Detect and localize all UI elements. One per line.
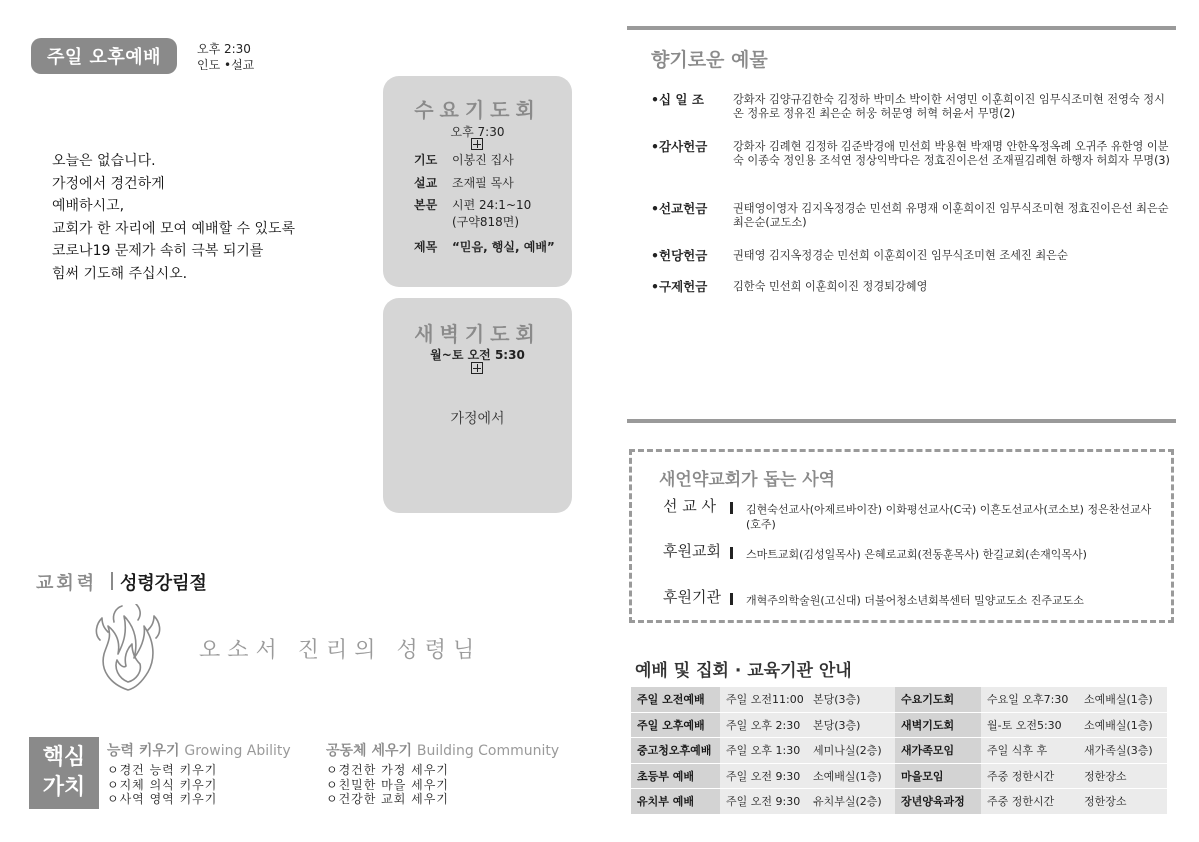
schedule-label: 수요기도회 — [895, 687, 981, 713]
row-key: 본문 — [414, 198, 438, 212]
schedule-place: 세미나실(2층) — [807, 738, 895, 764]
row-value: 이봉진 집사 — [452, 153, 514, 167]
notice-line: 코로나19 문제가 속히 극복 되기를 — [52, 243, 264, 259]
schedule-time: 주일 오후 1:30 — [720, 738, 807, 764]
schedule-time: 주일 오전11:00 — [720, 687, 807, 713]
offering-type: •구제헌금 — [651, 279, 708, 294]
sunday-pm-time: 오후 2:30 — [197, 42, 251, 56]
schedule-label: 중고청오후예배 — [631, 738, 720, 764]
schedule-label: 장년양육과정 — [895, 789, 981, 815]
schedule-time: 주일 식후 후 — [981, 738, 1078, 764]
schedule-place: 본당(3층) — [807, 713, 895, 739]
offering-names: 권태영 김지옥정경순 민선희 이훈희이진 임무식조미현 조세진 최은순 — [733, 249, 1068, 262]
schedule-place: 본당(3층) — [807, 687, 895, 713]
schedule-time: 주일 오전 9:30 — [720, 789, 807, 815]
core-value-group — [107, 740, 291, 807]
offering-type: •선교헌금 — [651, 201, 708, 216]
schedule-table — [631, 687, 1167, 815]
mission-category: 후원교회 — [663, 542, 721, 560]
church-calendar-label: 교회력 — [36, 573, 98, 594]
row-value: 시편 24:1~10 — [452, 198, 532, 212]
schedule-place: 소예배실(1층) — [1078, 687, 1167, 713]
divider — [627, 26, 1176, 30]
schedule-place: 정한장소 — [1078, 789, 1167, 815]
row-key: 설교 — [414, 176, 438, 190]
sunday-pm-title: 주일 오후예배 — [31, 38, 177, 74]
separator-bar — [730, 547, 733, 559]
badge-line: 가치 — [42, 775, 86, 800]
wednesday-prayer-card — [383, 76, 572, 287]
schedule-place: 정한장소 — [1078, 764, 1167, 790]
core-value-heading — [107, 740, 291, 760]
schedule-row — [631, 789, 1167, 815]
dawn-time: 월~토 오전 5:30 — [430, 348, 525, 362]
core-value-ko: 능력 키우기 — [107, 743, 180, 759]
offering-type: •헌당헌금 — [651, 248, 708, 263]
offering-names: 강화자 김양규김한숙 김정하 박미소 박이한 서영민 이훈희이진 임무식조미현 전영숙 정시온 정유로 정유진 최은순 허웅 허문영 허혁 허윤서 무명(2) — [733, 93, 1165, 120]
schedule-time: 주일 오전 9:30 — [720, 764, 807, 790]
schedule-row — [631, 687, 1167, 713]
schedule-place: 새가족실(3층) — [1078, 738, 1167, 764]
dawn-place: 가정에서 — [450, 411, 505, 427]
schedule-label: 새벽기도회 — [895, 713, 981, 739]
core-value-item: ㅇ사역 영역 키우기 — [107, 792, 218, 806]
schedule-time: 주중 정한시간 — [981, 789, 1078, 815]
core-value-item: ㅇ경건 능력 키우기 — [107, 763, 218, 777]
schedule-label: 초등부 예배 — [631, 764, 720, 790]
wednesday-time: 오후 7:30 — [450, 125, 505, 139]
mission-names: 김현숙선교사(아제르바이잔) 이화평선교사(C국) 이흔도선교사(코소보) 정은찬선교사(호주) — [746, 503, 1152, 531]
offering-type: •감사헌금 — [651, 139, 708, 154]
schedule-label: 마을모임 — [895, 764, 981, 790]
core-value-heading — [326, 740, 559, 760]
schedule-row — [631, 713, 1167, 739]
offering-names: 권태영이영자 김지옥정경순 민선희 유명재 이훈희이진 임무식조미현 정효진이은선 최은순 최은순(교도소) — [733, 202, 1169, 229]
core-values-badge — [29, 737, 99, 809]
schedule-row — [631, 738, 1167, 764]
mission-category: 후원기관 — [663, 588, 721, 606]
schedule-time: 주일 오후 2:30 — [720, 713, 807, 739]
notice-line: 가정에서 경건하게 — [52, 175, 165, 192]
schedule-row — [631, 764, 1167, 790]
offering-names: 김한숙 민선희 이훈희이진 정경퇴강혜영 — [733, 280, 928, 293]
schedule-label: 새가족모임 — [895, 738, 981, 764]
offerings-title: 향기로운 예물 — [651, 49, 768, 71]
schedule-time: 주중 정한시간 — [981, 764, 1078, 790]
schedule-time: 수요일 오후7:30 — [981, 687, 1078, 713]
separator-bar — [730, 593, 733, 605]
cross-box-icon — [471, 138, 483, 150]
core-value-en: Building Community — [416, 743, 560, 759]
mission-names: 개혁주의학술원(고신대) 더불어청소년회복센터 밀양교도소 진주교도소 — [746, 594, 1084, 607]
row-key: 기도 — [414, 153, 438, 167]
row-value: “믿음, 행실, 예배” — [452, 240, 555, 254]
offering-names: 강화자 김례현 김정하 김준박경애 민선희 박용현 박재명 안한옥정옥례 오귀주 유한영 이분숙 이종숙 정인용 조석연 정상익박다은 정효진이은선 조재필김례현 하행자 허희자 무명(3) — [733, 140, 1170, 167]
cross-box-icon — [471, 362, 483, 374]
row-value: (구약818면) — [452, 215, 520, 229]
missions-title: 새언약교회가 돕는 사역 — [659, 470, 836, 490]
badge-line: 핵심 — [42, 745, 86, 770]
notice-line: 예배하시고, — [52, 198, 125, 214]
divider — [111, 572, 113, 590]
mission-names: 스마트교회(김성일목사) 은혜로교회(전동훈목사) 한길교회(손재익목사) — [746, 548, 1087, 561]
core-value-item: ㅇ지체 의식 키우기 — [107, 777, 218, 792]
row-key: 제목 — [414, 240, 438, 254]
core-value-item: ㅇ친밀한 마을 세우기 — [326, 777, 449, 792]
core-value-item: ㅇ경건한 가정 세우기 — [326, 763, 449, 777]
schedule-place: 소예배실(1층) — [1078, 713, 1167, 739]
schedule-label: 유치부 예배 — [631, 789, 720, 815]
core-value-en: Growing Ability — [184, 743, 291, 759]
core-value-item: ㅇ건강한 교회 세우기 — [326, 792, 449, 806]
schedule-label: 주일 오후예배 — [631, 713, 720, 739]
notice-line: 교회가 한 자리에 모여 예배할 수 있도록 — [52, 220, 296, 237]
divider — [627, 419, 1176, 423]
core-value-group — [326, 740, 559, 807]
row-value: 조재필 목사 — [452, 176, 514, 190]
schedule-place: 소예배실(1층) — [807, 764, 895, 790]
mission-category: 선 교 사 — [663, 497, 717, 515]
schedule-time: 월-토 오전5:30 — [981, 713, 1078, 739]
dawn-title: 새벽기도회 — [414, 322, 541, 346]
offering-type: •십 일 조 — [651, 92, 704, 107]
notice-line: 힘써 기도해 주십시오. — [52, 265, 188, 282]
holy-spirit-flame-icon — [88, 604, 168, 694]
core-value-ko: 공동체 세우기 — [326, 743, 413, 759]
dawn-prayer-card — [383, 298, 572, 513]
season-motto: 오소서 진리의 성령님 — [199, 638, 482, 663]
church-season-name: 성령강림절 — [120, 573, 207, 594]
sunday-pm-notice — [52, 150, 295, 285]
schedule-place: 유치부실(2층) — [807, 789, 895, 815]
wednesday-title: 수요기도회 — [414, 98, 541, 122]
schedule-title: 예배 및 집회 · 교육기관 안내 — [635, 661, 852, 681]
separator-bar — [730, 502, 733, 514]
schedule-label: 주일 오전예배 — [631, 687, 720, 713]
notice-line: 오늘은 없습니다. — [52, 153, 156, 169]
sunday-pm-roles: 인도 •설교 — [197, 58, 255, 72]
